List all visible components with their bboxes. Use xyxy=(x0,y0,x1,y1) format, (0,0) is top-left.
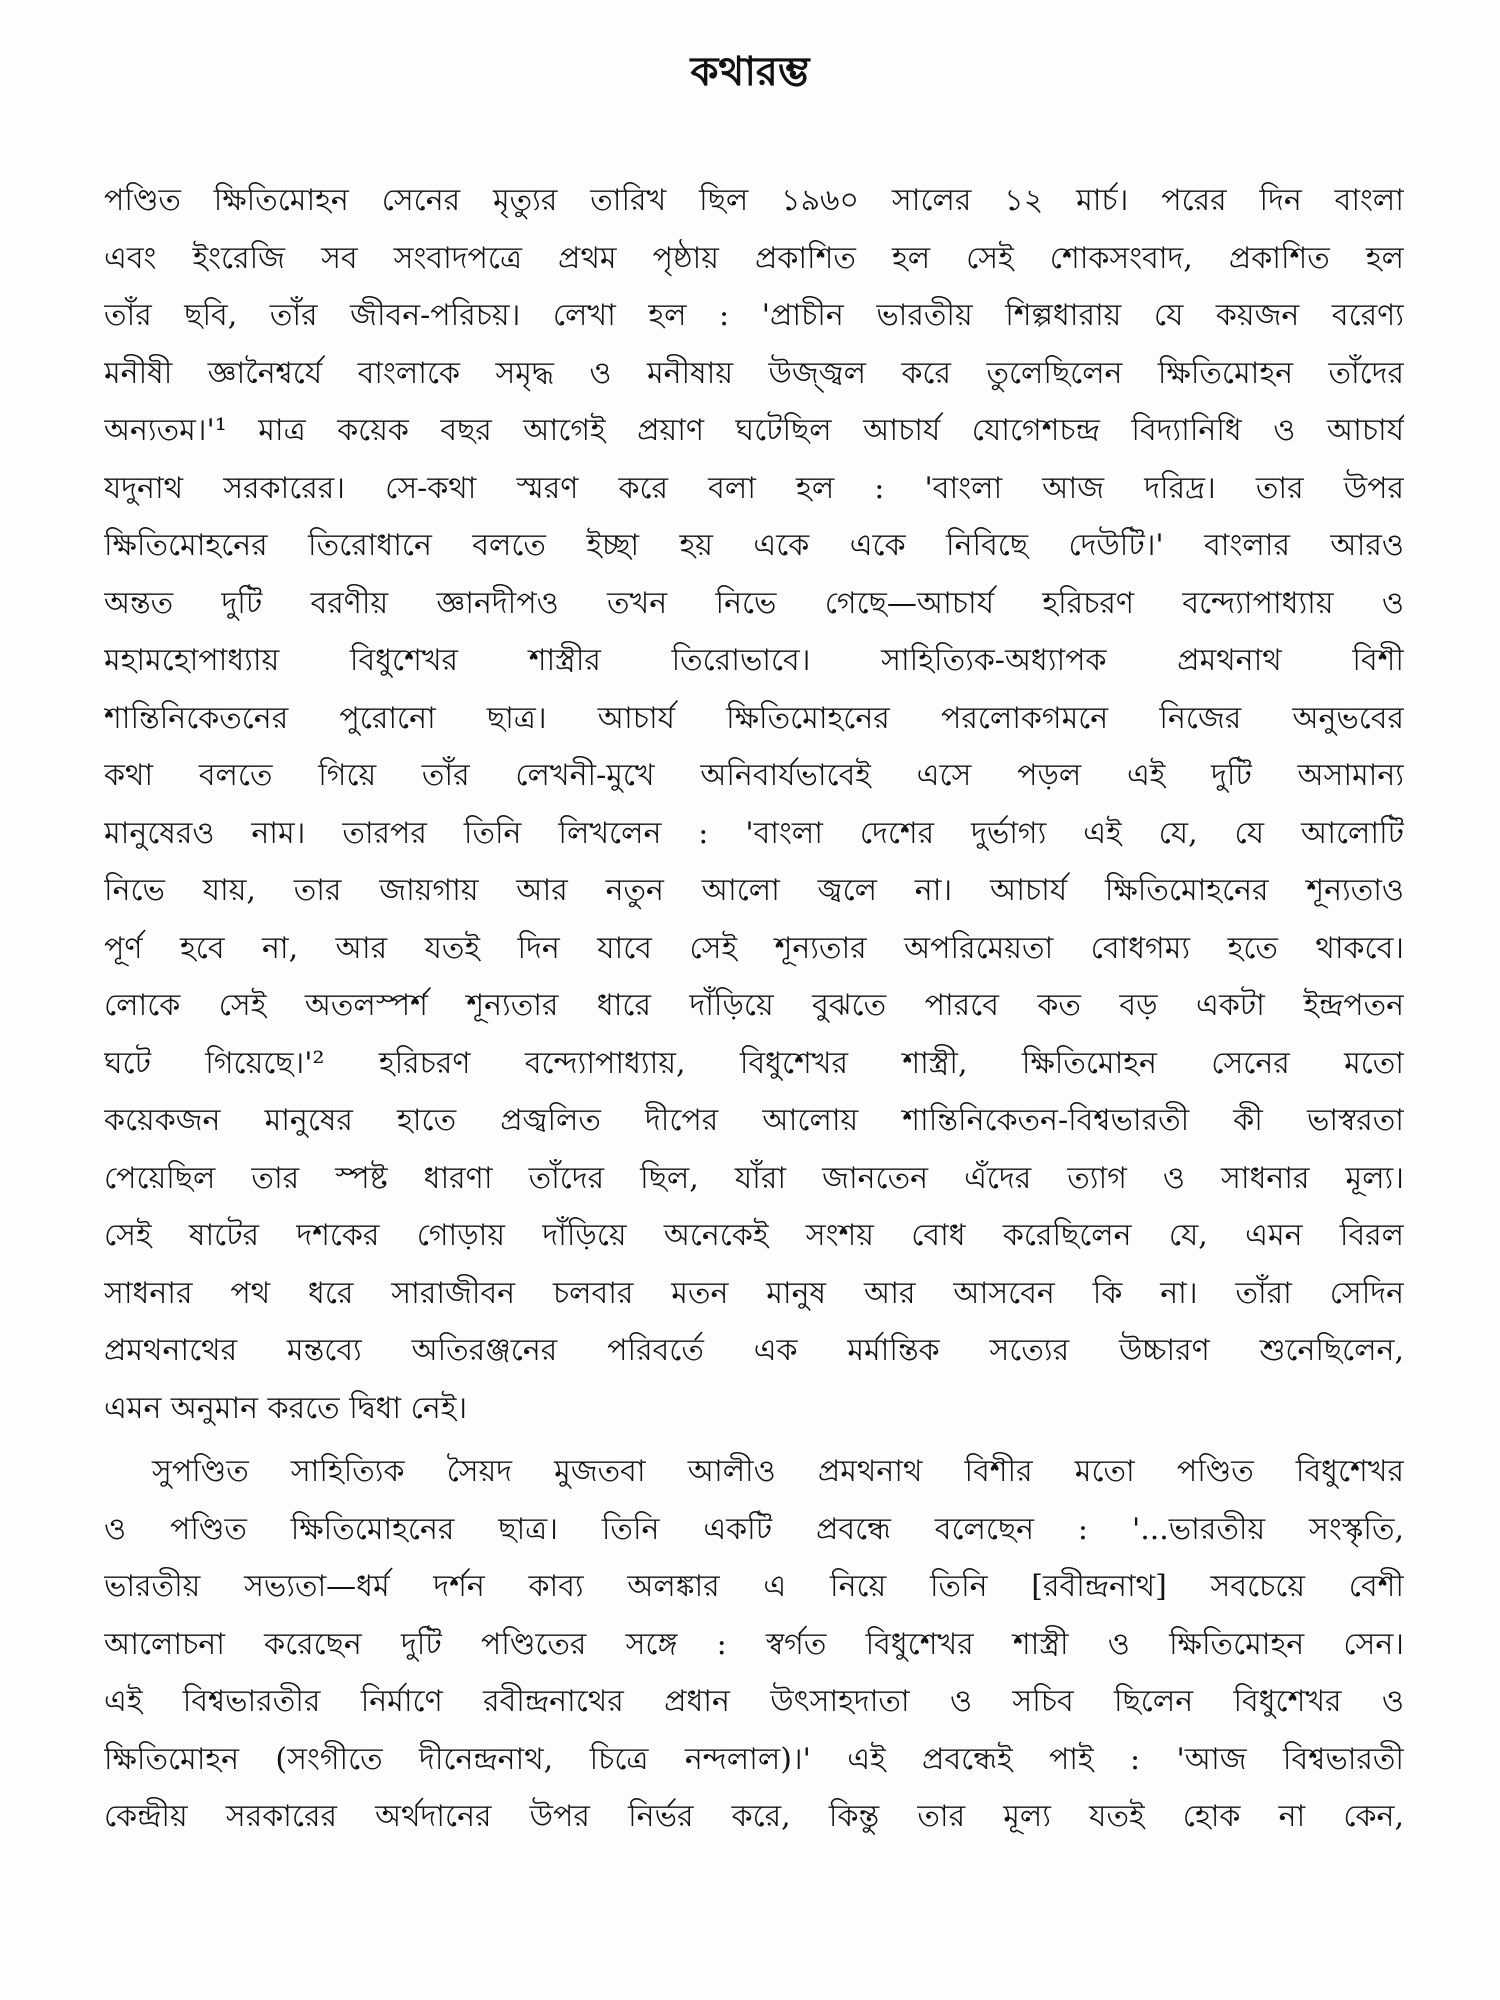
text-line: সেই ষাটের দশকের গোড়ায় দাঁড়িয়ে অনেকেই সংশয় বোধ করেছিলেন যে, এমন বিরল xyxy=(104,1218,1404,1253)
text-line: সাধনার পথ ধরে সারাজীবন চলবার মতন মানুষ আর আসবেন কি না। তাঁরা সেদিন xyxy=(104,1275,1404,1311)
text-line: নিভে যায়, তার জায়গায় আর নতুন আলো জ্বলে না। আচার্য ক্ষিতিমোহনের শূন্যতাও xyxy=(104,873,1404,908)
text-line: কেন্দ্রীয় সরকারের অর্থদানের উপর নির্ভর করে, কিন্তু তার মূল্য যতই হোক না কেন, xyxy=(104,1799,1404,1834)
text-line: এমন অনুমান করতে দ্বিধা নেই। xyxy=(104,1390,468,1426)
text-line: অন্তত দুটি বরণীয় জ্ঞানদীপও তখন নিভে গেছে—আচার্য হরিচরণ বন্দ্যোপাধ্যায় ও xyxy=(104,585,1404,621)
body-text xyxy=(104,172,1404,1846)
page-title: কথারম্ভ xyxy=(690,48,810,95)
text-line: ভারতীয় সভ্যতা—ধর্ম দর্শন কাব্য অলঙ্কার এ নিয়ে তিনি [রবীন্দ্রনাথ] সবচেয়ে বেশী xyxy=(104,1569,1404,1604)
text-line: পূর্ণ হবে না, আর যতই দিন যাবে সেই শূন্যতার অপরিমেয়তা বোধগম্য হতে থাকবে। xyxy=(104,930,1404,966)
text-line: মনীষী জ্ঞানৈশ্বর্যে বাংলাকে সমৃদ্ধ ও মনীষায় উজ্জ্বল করে তুলেছিলেন ক্ষিতিমোহন তাঁদের xyxy=(104,355,1404,391)
text-line: তাঁর ছবি, তাঁর জীবন-পরিচয়। লেখা হল : 'প্রাচীন ভারতীয় শিল্পধারায় যে কয়জন বরেণ্য xyxy=(104,298,1404,333)
text-line: সুপণ্ডিত সাহিত্যিক সৈয়দ মুজতবা আলীও প্রমথনাথ বিশীর মতো পণ্ডিত বিধুশেখর xyxy=(152,1454,1404,1489)
text-line: মহামহোপাধ্যায় বিধুশেখর শাস্ত্রীর তিরোভাবে। সাহিত্যিক-অধ্যাপক প্রমথনাথ বিশী xyxy=(104,643,1404,678)
paragraph-2 xyxy=(104,1443,1404,1846)
text-line: পেয়েছিল তার স্পষ্ট ধারণা তাঁদের ছিল, যাঁরা জানতেন এঁদের ত্যাগ ও সাধনার মূল্য। xyxy=(104,1160,1404,1196)
text-line: শান্তিনিকেতনের পুরোনো ছাত্র। আচার্য ক্ষিতিমোহনের পরলোকগমনে নিজের অনুভবের xyxy=(104,700,1404,736)
text-line: লোকে সেই অতলস্পর্শ শূন্যতার ধারে দাঁড়িয়ে বুঝতে পারবে কত বড় একটা ইন্দ্রপতন xyxy=(104,988,1404,1023)
text-line: ক্ষিতিমোহন (সংগীতে দীনেন্দ্রনাথ, চিত্রে নন্দলাল)।' এই প্রবন্ধেই পাই : 'আজ বিশ্বভারতী xyxy=(104,1741,1404,1777)
text-line: যদুনাথ সরকারের। সে-কথা স্মরণ করে বলা হল : 'বাংলা আজ দরিদ্র। তার উপর xyxy=(104,470,1404,506)
text-line: ক্ষিতিমোহনের তিরোধানে বলতে ইচ্ছা হয় একে একে নিবিছে দেউটি।' বাংলার আরও xyxy=(104,528,1404,563)
text-line: কয়েকজন মানুষের হাতে প্রজ্বলিত দীপের আলোয় শান্তিনিকেতন-বিশ্বভারতী কী ভাস্বরতা xyxy=(104,1103,1404,1138)
paragraph-1 xyxy=(104,172,1404,1437)
text-line: কথা বলতে গিয়ে তাঁর লেখনী-মুখে অনিবার্যভাবেই এসে পড়ল এই দুটি অসামান্য xyxy=(104,758,1404,793)
text-line: এবং ইংরেজি সব সংবাদপত্রে প্রথম পৃষ্ঠায় প্রকাশিত হল সেই শোকসংবাদ, প্রকাশিত হল xyxy=(104,240,1404,276)
text-line: ঘটে গিয়েছে।'² হরিচরণ বন্দ্যোপাধ্যায়, বিধুশেখর শাস্ত্রী, ক্ষিতিমোহন সেনের মতো xyxy=(104,1045,1404,1081)
text-line: পণ্ডিত ক্ষিতিমোহন সেনের মৃত্যুর তারিখ ছিল ১৯৬০ সালের ১২ মার্চ। পরের দিন বাংলা xyxy=(104,183,1404,218)
text-line: এই বিশ্বভারতীর নির্মাণে রবীন্দ্রনাথের প্রধান উৎসাহদাতা ও সচিব ছিলেন বিধুশেখর ও xyxy=(104,1684,1404,1719)
text-line: মানুষেরও নাম। তারপর তিনি লিখলেন : 'বাংলা দেশের দুর্ভাগ্য এই যে, যে আলোটি xyxy=(104,815,1404,851)
text-line: ও পণ্ডিত ক্ষিতিমোহনের ছাত্র। তিনি একটি প্রবন্ধে বলেছেন : '...ভারতীয় সংস্কৃতি, xyxy=(104,1511,1404,1547)
text-line: অন্যতম।'¹ মাত্র কয়েক বছর আগেই প্রয়াণ ঘটেছিল আচার্য যোগেশচন্দ্র বিদ্যানিধি ও আচার্য xyxy=(104,413,1404,448)
text-line: আলোচনা করেছেন দুটি পণ্ডিতের সঙ্গে : স্বর্গত বিধুশেখর শাস্ত্রী ও ক্ষিতিমোহন সেন। xyxy=(104,1626,1404,1662)
text-line: প্রমথনাথের মন্তব্যে অতিরঞ্জনের পরিবর্তে এক মর্মান্তিক সত্যের উচ্চারণ শুনেছিলেন, xyxy=(104,1333,1404,1368)
